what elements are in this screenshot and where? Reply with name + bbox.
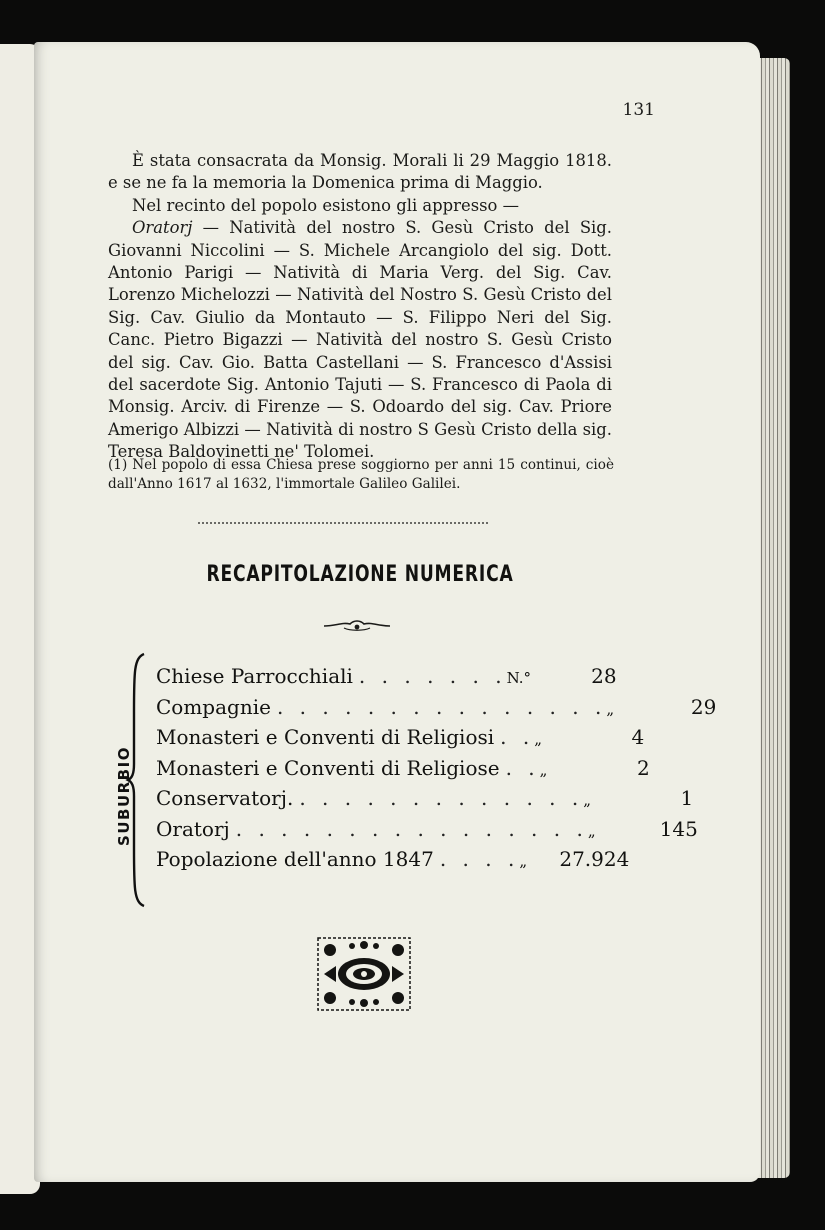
paragraph-consecration: È stata consacrata da Monsig. Morali li 29 Maggio 1818. e se ne fa la memoria la Domenica prima di Maggio. bbox=[108, 151, 612, 193]
row-dots: . . . . . . . bbox=[358, 664, 507, 688]
row-value: 1 bbox=[680, 786, 694, 810]
recap-row bbox=[156, 816, 698, 848]
row-dots: . . . . . . . . . . . . . . . . bbox=[235, 816, 588, 841]
body-text bbox=[108, 150, 612, 464]
row-dots: . . . . . . . . . . . . . . . bbox=[276, 694, 607, 719]
oratories-lead: Oratorj bbox=[132, 218, 193, 238]
row-value: 4 bbox=[631, 725, 645, 749]
row-unit: „ bbox=[583, 791, 592, 809]
footnote: (1) Nel popolo di essa Chiesa prese soggiorno per anni 15 continui, cioè dall'Anno 1617 al 1632, l'immortale Galileo Galilei. bbox=[108, 457, 614, 492]
row-dots: . . bbox=[505, 755, 540, 780]
recap-row bbox=[156, 755, 650, 787]
row-dots: . . bbox=[500, 725, 535, 749]
row-label: Monasteri e Conventi di Religiosi bbox=[156, 725, 495, 749]
section-title: RECAPITOLAZIONE NUMERICA bbox=[206, 562, 514, 587]
page-number: 131 bbox=[622, 100, 655, 120]
tailpiece-ornament-icon bbox=[316, 936, 412, 1012]
row-unit: „ bbox=[587, 821, 596, 840]
dotted-divider bbox=[198, 522, 488, 524]
row-value: 27.924 bbox=[559, 847, 630, 871]
row-label: Oratorj bbox=[156, 816, 230, 841]
recap-row bbox=[156, 847, 630, 878]
row-label: Popolazione dell'anno 1847 bbox=[156, 847, 434, 871]
row-dots: . . . . bbox=[439, 847, 520, 871]
recap-row bbox=[156, 664, 617, 695]
side-label: SUBURBIO bbox=[115, 746, 133, 846]
paragraph-intro: Nel recinto del popolo esistono gli appresso — bbox=[132, 195, 519, 215]
row-unit: „ bbox=[606, 699, 615, 718]
row-value: 29 bbox=[690, 694, 717, 719]
row-value: 145 bbox=[659, 816, 698, 841]
recap-table bbox=[156, 664, 717, 878]
row-label: Compagnie bbox=[156, 694, 271, 719]
row-value: 2 bbox=[636, 755, 650, 780]
row-unit: „ bbox=[519, 852, 528, 870]
recap-row bbox=[156, 694, 717, 726]
flourish-ornament bbox=[322, 618, 392, 634]
row-label: Conservatorj. bbox=[156, 786, 294, 810]
recap-row bbox=[156, 725, 645, 756]
paragraph-oratories bbox=[108, 217, 612, 463]
oratories-list: — Natività del nostro S. Gesù Cristo del Sig. Giovanni Niccolini — S. Michele Arcangiolo del sig. Dott. Antonio Parigi — Natività di Maria Verg. del Sig. Cav. Lorenzo Michelozzi — Natività del Nostro S. Gesù Cristo del Sig. Cav. Giulio da Montauto — S. Filippo Neri del Sig. Canc. Pietro Bigazzi — Natività del nostro S. Gesù Cristo del sig. Cav. Gio. Batta Castellani — S. Francesco d'Assisi del sacerdote Sig. Antonio Tajuti — S. Francesco di Paola di Monsig. Arciv. di Firenze — S. Odoardo del sig. Cav. Priore Amerigo Albizzi — Natività di nostro S Gesù Cristo della sig. Teresa Baldovinetti ne' Tolomei. bbox=[108, 218, 612, 462]
row-unit: „ bbox=[534, 730, 543, 748]
suburbio-label-box bbox=[94, 736, 154, 856]
row-unit: N.° bbox=[506, 669, 532, 687]
row-unit: „ bbox=[539, 760, 548, 779]
row-label: Chiese Parrocchiali bbox=[156, 664, 353, 688]
row-label: Monasteri e Conventi di Religiose bbox=[156, 755, 500, 780]
recap-row bbox=[156, 786, 694, 817]
row-value: 28 bbox=[591, 664, 617, 688]
row-dots: . . . . . . . . . . . . . bbox=[299, 786, 584, 810]
